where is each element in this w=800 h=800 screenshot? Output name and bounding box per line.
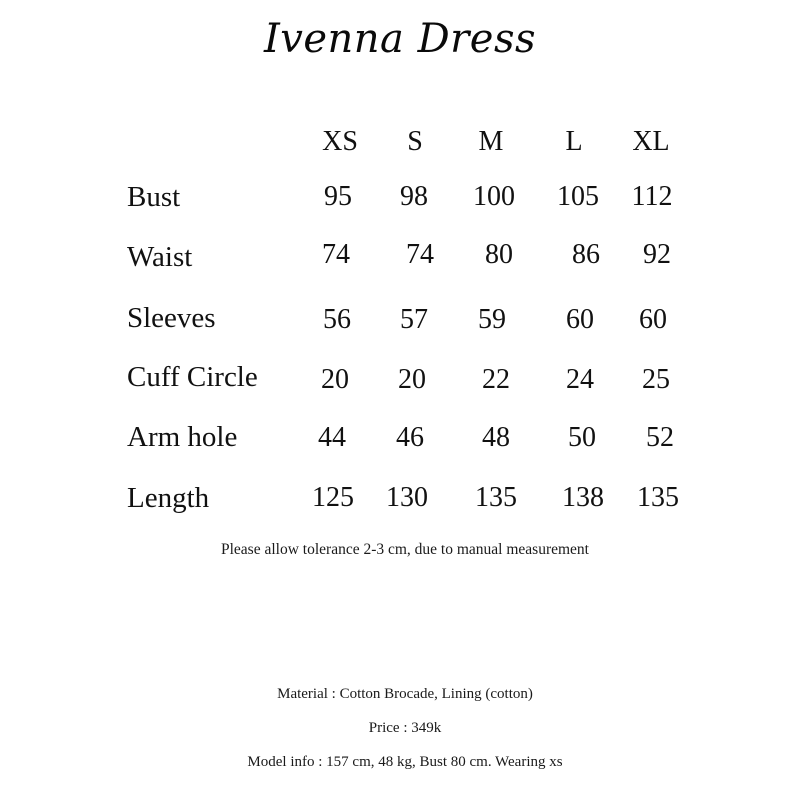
armhole-l: 50 (568, 422, 596, 453)
length-s: 130 (386, 482, 428, 513)
cuff-xs: 20 (321, 364, 349, 395)
model-info: Model info : 157 cm, 48 kg, Bust 80 cm. Wearing xs (247, 754, 563, 770)
size-header-l: L (565, 126, 583, 157)
row-label-cuff-circle: Cuff Circle (127, 361, 258, 393)
price-info: Price : 349k (368, 720, 442, 736)
material-info: Material : Cotton Brocade, Lining (cotton) (277, 686, 533, 702)
waist-m: 80 (485, 239, 513, 270)
sleeves-m: 59 (478, 304, 506, 335)
waist-xl: 92 (643, 239, 671, 270)
row-label-bust: Bust (127, 181, 181, 213)
bust-xs: 95 (324, 181, 352, 212)
armhole-s: 46 (396, 422, 424, 453)
length-xs: 125 (312, 482, 354, 513)
length-l: 138 (562, 482, 604, 513)
length-m: 135 (475, 482, 517, 513)
size-header-xl: XL (632, 126, 670, 157)
armhole-m: 48 (482, 422, 510, 453)
size-header-xs: XS (322, 126, 358, 157)
row-label-length: Length (127, 482, 210, 514)
cuff-m: 22 (482, 364, 510, 395)
sleeves-s: 57 (400, 304, 428, 335)
bust-l: 105 (557, 181, 599, 212)
bust-s: 98 (400, 181, 428, 212)
cuff-xl: 25 (642, 364, 670, 395)
cuff-l: 24 (566, 364, 594, 395)
row-label-arm-hole: Arm hole (127, 421, 238, 453)
row-label-waist: Waist (127, 241, 193, 273)
armhole-xl: 52 (646, 422, 674, 453)
sleeves-xs: 56 (323, 304, 351, 335)
cuff-s: 20 (398, 364, 426, 395)
product-title: Ivenna Dress (263, 16, 537, 62)
row-label-sleeves: Sleeves (127, 302, 216, 334)
tolerance-note: Please allow tolerance 2-3 cm, due to manual measurement (221, 541, 589, 558)
bust-xl: 112 (631, 181, 673, 212)
length-xl: 135 (637, 482, 679, 513)
sleeves-l: 60 (566, 304, 594, 335)
armhole-xs: 44 (318, 422, 346, 453)
waist-xs: 74 (322, 239, 350, 270)
size-header-m: M (478, 126, 504, 157)
size-header-s: S (407, 126, 423, 157)
bust-m: 100 (473, 181, 515, 212)
sleeves-xl: 60 (639, 304, 667, 335)
waist-l: 86 (572, 239, 600, 270)
waist-s: 74 (406, 239, 434, 270)
